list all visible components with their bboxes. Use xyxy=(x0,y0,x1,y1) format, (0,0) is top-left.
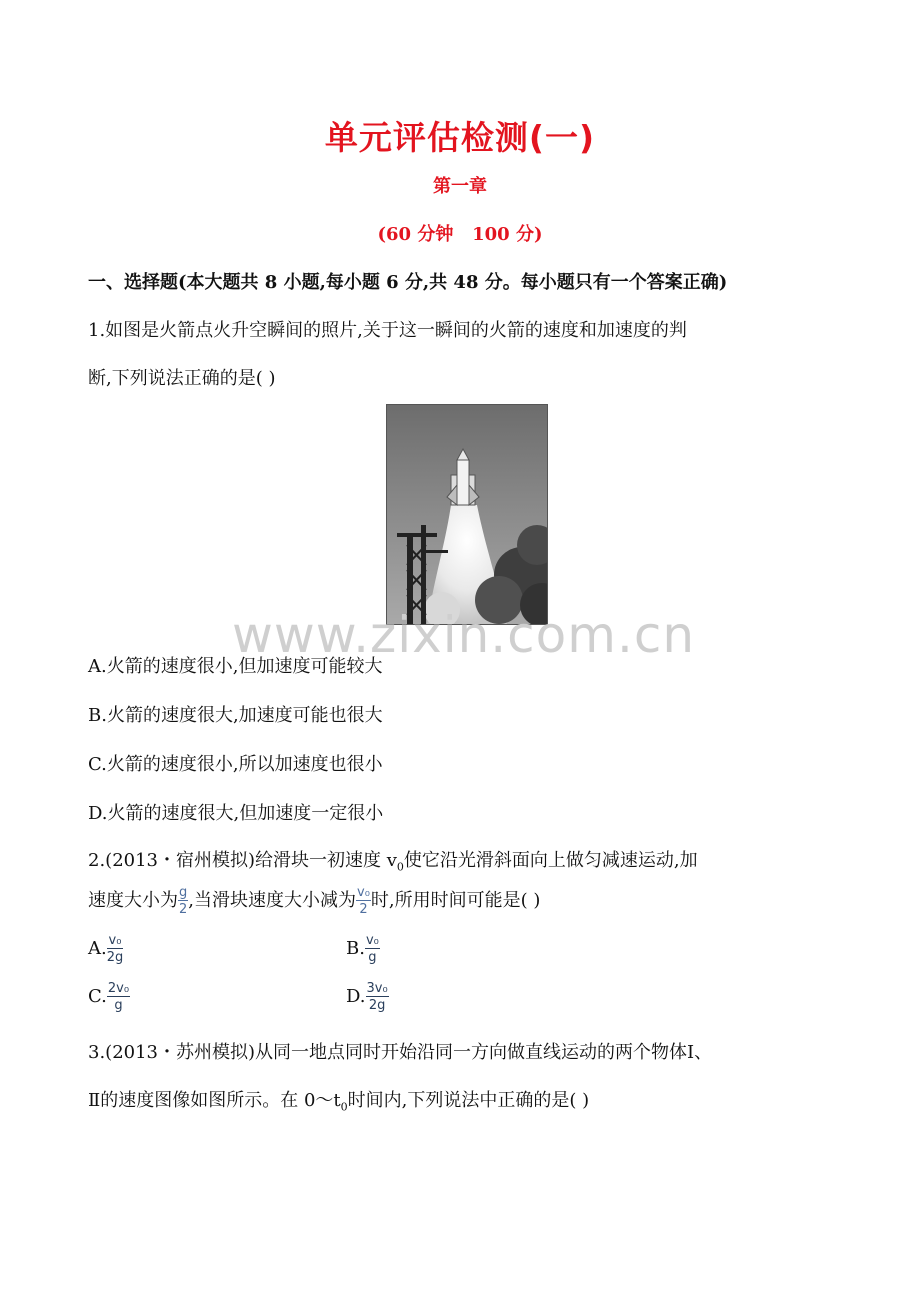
q2-option-fraction xyxy=(107,982,130,1012)
fraction-numerator: v₀ xyxy=(365,933,379,948)
page-title: 单元评估检测(一) xyxy=(324,118,596,157)
rocket-launch-photo xyxy=(386,404,548,625)
fraction-g-over-2 xyxy=(178,886,188,916)
fraction-denominator: 2g xyxy=(368,998,386,1013)
fraction-numerator: 3v₀ xyxy=(366,981,388,996)
q2-option-b xyxy=(346,934,380,964)
fraction-denominator: g xyxy=(368,950,377,965)
watermark: www.zixin.com.cn xyxy=(232,606,696,664)
time-score-label: (60 分钟 100 分) xyxy=(377,224,543,245)
q1-option-c: C.火箭的速度很小,所以加速度也很小 xyxy=(88,754,383,775)
q2-option-fraction xyxy=(366,982,389,1012)
q2-line-1 xyxy=(88,846,698,874)
q2-option-letter: C. xyxy=(88,986,107,1007)
q3-line-1: 3.(2013・苏州模拟)从同一地点同时开始沿同一方向做直线运动的两个物体Ⅰ、 xyxy=(88,1042,713,1063)
fraction-numerator: 2v₀ xyxy=(107,981,130,996)
q2-option-d xyxy=(346,982,389,1012)
fraction-v0-over-2 xyxy=(356,886,371,916)
q3-line-2-text-b: 时间内,下列说法中正确的是( ) xyxy=(347,1090,590,1111)
q1-line-2: 断,下列说法正确的是( ) xyxy=(88,368,276,389)
section-heading: 一、选择题(本大题共 8 小题,每小题 6 分,共 48 分。每小题只有一个答案正确) xyxy=(88,272,728,293)
q2-line-2-text-b: ,当滑块速度大小减为 xyxy=(188,890,356,911)
fraction-denominator: 2 xyxy=(359,902,368,917)
q2-option-letter: A. xyxy=(88,938,107,959)
q2-line-2 xyxy=(88,886,540,916)
q2-option-letter: B. xyxy=(346,938,365,959)
q3-t0-subscript: 0 xyxy=(340,1100,348,1114)
fraction-denominator: g xyxy=(114,998,123,1013)
q3-line-2 xyxy=(88,1086,589,1114)
q2-line-2-text-c: 时,所用时间可能是( ) xyxy=(370,890,541,911)
q2-option-fraction xyxy=(365,934,380,964)
q2-option-fraction xyxy=(107,934,124,964)
q2-option-letter: D. xyxy=(346,986,366,1007)
q1-option-d: D.火箭的速度很大,但加速度一定很小 xyxy=(88,803,384,824)
q2-line-1-text-b: 使它沿光滑斜面向上做匀减速运动,加 xyxy=(403,850,698,871)
q2-line-1-text-a: 2.(2013・宿州模拟)给滑块一初速度 v xyxy=(88,850,397,871)
q1-option-a: A.火箭的速度很小,但加速度可能较大 xyxy=(88,656,383,677)
q2-option-c xyxy=(88,982,130,1012)
fraction-denominator: 2g xyxy=(106,950,124,965)
q3-line-2-text-a: Ⅱ的速度图像如图所示。在 0～t xyxy=(88,1090,341,1111)
q1-option-b: B.火箭的速度很大,加速度可能也很大 xyxy=(88,705,383,726)
fraction-denominator: 2 xyxy=(178,902,188,917)
fraction-numerator: g xyxy=(179,885,188,900)
q1-line-1: 1.如图是火箭点火升空瞬间的照片,关于这一瞬间的火箭的速度和加速度的判 xyxy=(88,320,687,341)
chapter-label: 第一章 xyxy=(433,176,487,197)
q2-v0-subscript: 0 xyxy=(396,860,404,874)
q2-option-a xyxy=(88,934,123,964)
q2-line-2-text-a: 速度大小为 xyxy=(88,890,178,911)
rocket-launch-illustration xyxy=(387,405,547,624)
fraction-numerator: v₀ xyxy=(357,885,370,900)
fraction-numerator: v₀ xyxy=(108,933,122,948)
